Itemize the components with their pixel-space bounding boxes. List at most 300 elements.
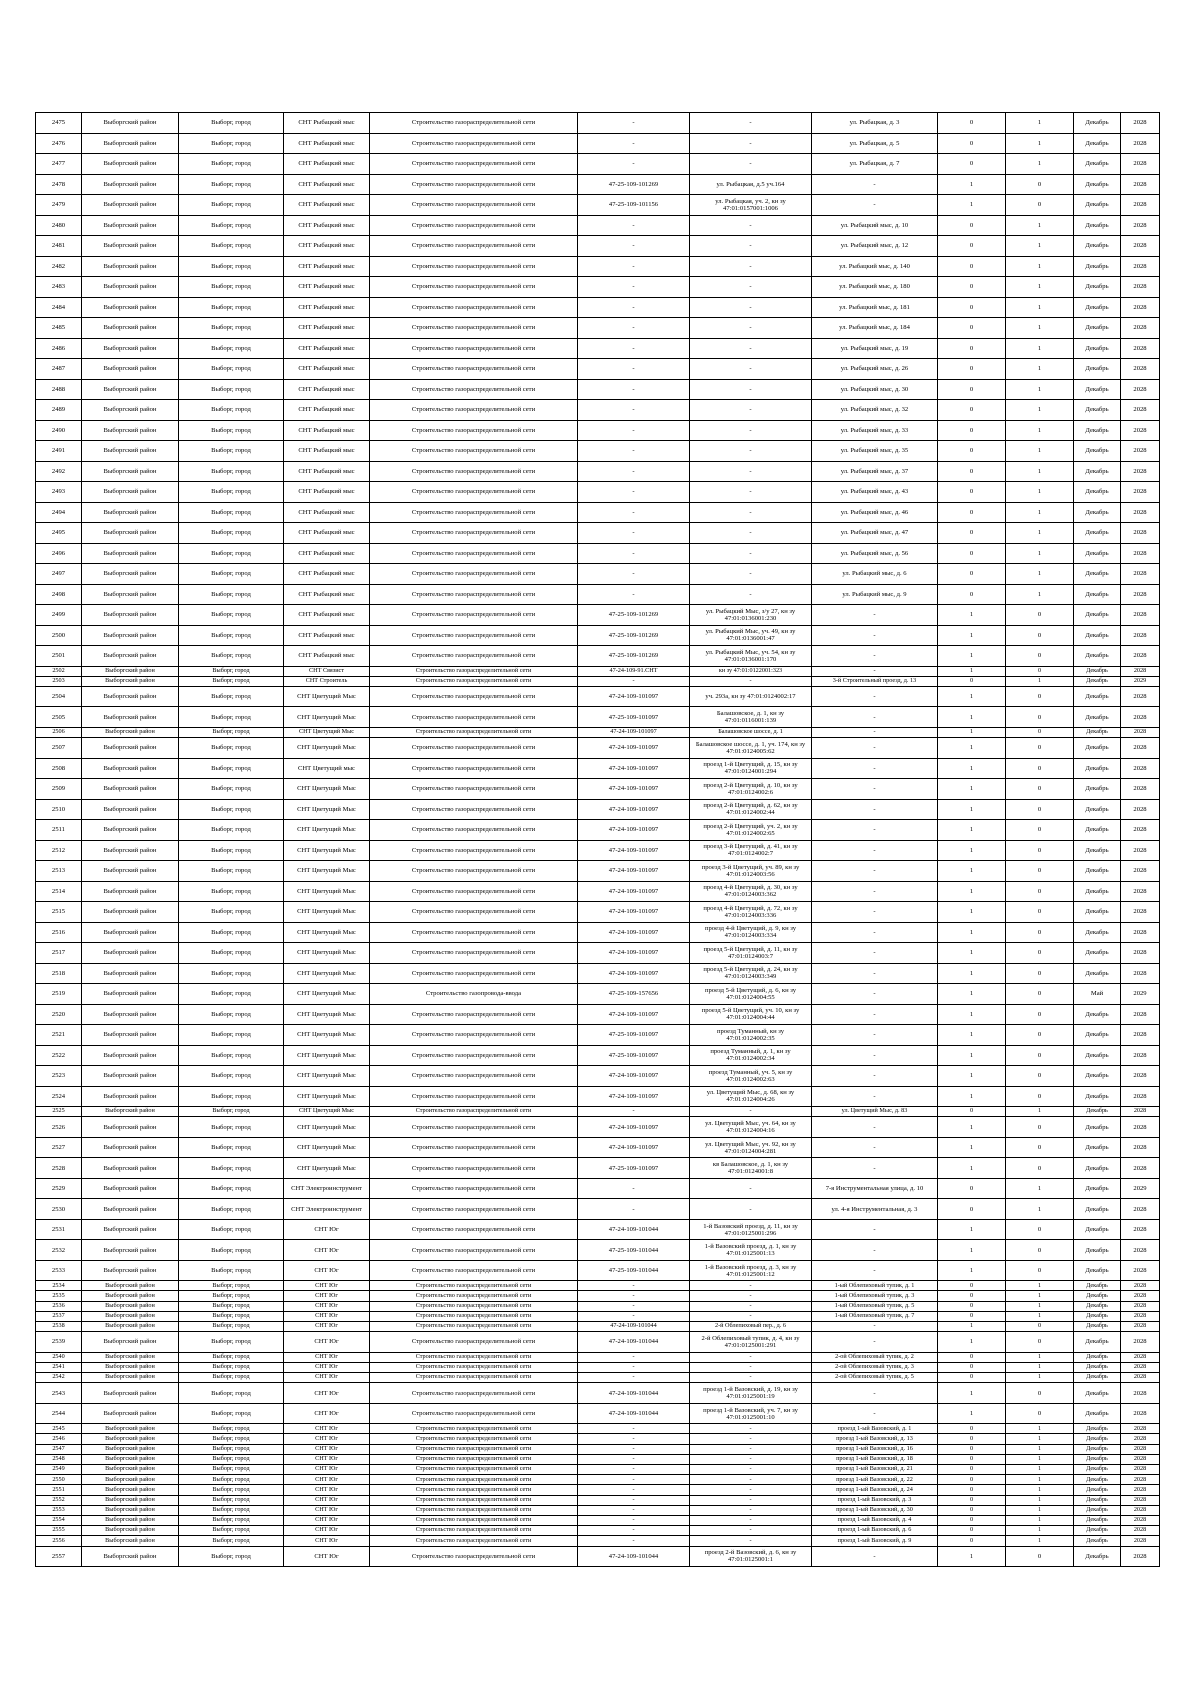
address-alt-cell: -: [812, 727, 938, 737]
row-number-cell: 2550: [36, 1475, 82, 1485]
table-row: [36, 984, 1160, 1005]
work-type-cell: Строительство газораспределительной сети: [370, 1004, 578, 1025]
month-cell: Декабрь: [1074, 881, 1121, 902]
district-cell: Выборгский район: [82, 379, 179, 400]
district-cell: Выборгский район: [82, 1536, 179, 1546]
snt-cell: СНТ Рыбацкий мыс: [284, 400, 370, 421]
gasification-table: [35, 112, 1160, 1567]
month-cell: Декабрь: [1074, 1454, 1121, 1464]
table-row: [36, 1434, 1160, 1444]
settlement-cell: Выборг, город: [179, 605, 284, 626]
address-alt-cell: ул. Рыбацкий мыс, д. 47: [812, 523, 938, 544]
snt-cell: СНТ Цветущий Мыс: [284, 1117, 370, 1138]
count-b-cell: 1: [1006, 297, 1074, 318]
address-cell: ул. Рыбацкий Мыс, уч. 49, кн зу 47:01:0136001:47: [690, 625, 812, 646]
year-cell: 2029: [1121, 1178, 1160, 1199]
table-row: [36, 881, 1160, 902]
count-a-cell: 1: [938, 1066, 1006, 1087]
district-cell: Выборгский район: [82, 1158, 179, 1179]
work-type-cell: Строительство газораспределительной сети: [370, 799, 578, 820]
row-number-cell: 2507: [36, 738, 82, 759]
address-cell: -: [690, 1526, 812, 1536]
snt-cell: СНТ Рыбацкий мыс: [284, 256, 370, 277]
row-number-cell: 2506: [36, 727, 82, 737]
count-a-cell: 1: [938, 1045, 1006, 1066]
table-row: [36, 461, 1160, 482]
settlement-cell: Выборг, город: [179, 1536, 284, 1546]
year-cell: 2028: [1121, 195, 1160, 216]
address-alt-cell: проезд 1-ый Вазовский, д. 4: [812, 1515, 938, 1525]
address-alt-cell: ул. Рыбацкая, д. 3: [812, 113, 938, 134]
work-type-cell: Строительство газораспределительной сети: [370, 441, 578, 462]
month-cell: Декабрь: [1074, 861, 1121, 882]
permit-number-cell: 47-24-109-101097: [578, 1137, 690, 1158]
month-cell: Декабрь: [1074, 1526, 1121, 1536]
settlement-cell: Выборг, город: [179, 1199, 284, 1220]
snt-cell: СНТ Цветущий Мыс: [284, 1025, 370, 1046]
permit-number-cell: -: [578, 1485, 690, 1495]
work-type-cell: Строительство газораспределительной сети: [370, 820, 578, 841]
permit-number-cell: -: [578, 420, 690, 441]
snt-cell: СНТ Юг: [284, 1240, 370, 1261]
permit-number-cell: -: [578, 1454, 690, 1464]
table-row: [36, 840, 1160, 861]
row-number-cell: 2523: [36, 1066, 82, 1087]
year-cell: 2028: [1121, 236, 1160, 257]
settlement-cell: Выборг, город: [179, 820, 284, 841]
permit-number-cell: -: [578, 154, 690, 175]
address-alt-cell: -: [812, 666, 938, 676]
month-cell: Декабрь: [1074, 379, 1121, 400]
address-cell: -: [690, 420, 812, 441]
address-cell: Балашовское шоссе, д. 1, уч. 174, кн зу 47:01:0124005:62: [690, 738, 812, 759]
row-number-cell: 2542: [36, 1373, 82, 1383]
row-number-cell: 2515: [36, 902, 82, 923]
table-row: [36, 277, 1160, 298]
district-cell: Выборгский район: [82, 1454, 179, 1464]
snt-cell: СНТ Юг: [284, 1332, 370, 1353]
snt-cell: СНТ Юг: [284, 1546, 370, 1567]
address-alt-cell: ул. Рыбацкий мыс, д. 12: [812, 236, 938, 257]
district-cell: Выборгский район: [82, 902, 179, 923]
snt-cell: СНТ Рыбацкий мыс: [284, 113, 370, 134]
table-row: [36, 1301, 1160, 1311]
settlement-cell: Выборг, город: [179, 1066, 284, 1087]
district-cell: Выборгский район: [82, 666, 179, 676]
year-cell: 2028: [1121, 256, 1160, 277]
table-row: [36, 523, 1160, 544]
count-b-cell: 1: [1006, 482, 1074, 503]
address-alt-cell: -: [812, 861, 938, 882]
permit-number-cell: -: [578, 256, 690, 277]
district-cell: Выборгский район: [82, 174, 179, 195]
table-row: [36, 963, 1160, 984]
month-cell: Декабрь: [1074, 113, 1121, 134]
row-number-cell: 2491: [36, 441, 82, 462]
district-cell: Выборгский район: [82, 502, 179, 523]
settlement-cell: Выборг, город: [179, 1219, 284, 1240]
count-a-cell: 1: [938, 1322, 1006, 1332]
table-row: [36, 1454, 1160, 1464]
row-number-cell: 2513: [36, 861, 82, 882]
settlement-cell: Выборг, город: [179, 543, 284, 564]
month-cell: Декабрь: [1074, 1260, 1121, 1281]
permit-number-cell: -: [578, 400, 690, 421]
month-cell: Декабрь: [1074, 1219, 1121, 1240]
month-cell: Декабрь: [1074, 1536, 1121, 1546]
year-cell: 2028: [1121, 1066, 1160, 1087]
work-type-cell: Строительство газораспределительной сети: [370, 1434, 578, 1444]
row-number-cell: 2505: [36, 707, 82, 728]
count-b-cell: 1: [1006, 441, 1074, 462]
permit-number-cell: 47-25-109-101269: [578, 625, 690, 646]
permit-number-cell: 47-24-109-101044: [578, 1219, 690, 1240]
district-cell: Выборгский район: [82, 256, 179, 277]
count-b-cell: 1: [1006, 277, 1074, 298]
address-cell: -: [690, 277, 812, 298]
address-alt-cell: -: [812, 1158, 938, 1179]
address-alt-cell: -: [812, 840, 938, 861]
snt-cell: СНТ Цветущий Мыс: [284, 922, 370, 943]
permit-number-cell: 47-24-109-101097: [578, 840, 690, 861]
month-cell: Декабрь: [1074, 963, 1121, 984]
table-row: [36, 666, 1160, 676]
month-cell: Декабрь: [1074, 727, 1121, 737]
row-number-cell: 2551: [36, 1485, 82, 1495]
permit-number-cell: -: [578, 1199, 690, 1220]
year-cell: 2028: [1121, 1454, 1160, 1464]
table-row: [36, 1322, 1160, 1332]
permit-number-cell: 47-24-109-101044: [578, 1546, 690, 1567]
row-number-cell: 2488: [36, 379, 82, 400]
year-cell: 2028: [1121, 174, 1160, 195]
settlement-cell: Выборг, город: [179, 277, 284, 298]
count-b-cell: 1: [1006, 1434, 1074, 1444]
month-cell: Декабрь: [1074, 605, 1121, 626]
table-row: [36, 1219, 1160, 1240]
row-number-cell: 2540: [36, 1352, 82, 1362]
row-number-cell: 2546: [36, 1434, 82, 1444]
address-alt-cell: проезд 1-ый Вазовский, д. 3: [812, 1495, 938, 1505]
work-type-cell: Строительство газораспределительной сети: [370, 902, 578, 923]
row-number-cell: 2479: [36, 195, 82, 216]
permit-number-cell: 47-25-109-101097: [578, 1158, 690, 1179]
table-row: [36, 543, 1160, 564]
count-b-cell: 0: [1006, 666, 1074, 676]
address-alt-cell: -: [812, 738, 938, 759]
address-alt-cell: -: [812, 1403, 938, 1424]
address-cell: проезд 4-й Цветущий, д. 9, кн зу 47:01:0124003:334: [690, 922, 812, 943]
year-cell: 2028: [1121, 1025, 1160, 1046]
count-b-cell: 1: [1006, 1373, 1074, 1383]
settlement-cell: Выборг, город: [179, 758, 284, 779]
address-alt-cell: проезд 1-ый Вазовский, д. 24: [812, 1485, 938, 1495]
work-type-cell: Строительство газораспределительной сети: [370, 1025, 578, 1046]
district-cell: Выборгский район: [82, 1086, 179, 1107]
table-row: [36, 584, 1160, 605]
address-cell: -: [690, 256, 812, 277]
count-b-cell: 1: [1006, 379, 1074, 400]
month-cell: Декабрь: [1074, 1352, 1121, 1362]
settlement-cell: Выборг, город: [179, 1158, 284, 1179]
address-cell: проезд Туманный, уч. 5, кн зу 47:01:0124002:63: [690, 1066, 812, 1087]
work-type-cell: Строительство газораспределительной сети: [370, 236, 578, 257]
month-cell: Декабрь: [1074, 1311, 1121, 1321]
year-cell: 2028: [1121, 1434, 1160, 1444]
table-row: [36, 1281, 1160, 1291]
address-alt-cell: ул. Рыбацкий мыс, д. 37: [812, 461, 938, 482]
address-alt-cell: -: [812, 1260, 938, 1281]
permit-number-cell: -: [578, 379, 690, 400]
row-number-cell: 2475: [36, 113, 82, 134]
count-b-cell: 0: [1006, 1117, 1074, 1138]
row-number-cell: 2516: [36, 922, 82, 943]
snt-cell: СНТ Юг: [284, 1362, 370, 1372]
permit-number-cell: 47-25-109-101097: [578, 1045, 690, 1066]
district-cell: Выборгский район: [82, 564, 179, 585]
settlement-cell: Выборг, город: [179, 1352, 284, 1362]
count-b-cell: 1: [1006, 1515, 1074, 1525]
year-cell: 2028: [1121, 318, 1160, 339]
district-cell: Выборгский район: [82, 779, 179, 800]
table-row: [36, 1495, 1160, 1505]
row-number-cell: 2544: [36, 1403, 82, 1424]
year-cell: 2028: [1121, 1219, 1160, 1240]
work-type-cell: Строительство газораспределительной сети: [370, 133, 578, 154]
work-type-cell: Строительство газораспределительной сети: [370, 523, 578, 544]
snt-cell: СНТ Электроинструмент: [284, 1178, 370, 1199]
year-cell: 2028: [1121, 1495, 1160, 1505]
settlement-cell: Выборг, город: [179, 482, 284, 503]
month-cell: Декабрь: [1074, 543, 1121, 564]
year-cell: 2028: [1121, 1362, 1160, 1372]
settlement-cell: Выборг, город: [179, 1546, 284, 1567]
year-cell: 2028: [1121, 1158, 1160, 1179]
address-alt-cell: -: [812, 646, 938, 667]
settlement-cell: Выборг, город: [179, 256, 284, 277]
work-type-cell: Строительство газораспределительной сети: [370, 676, 578, 686]
count-b-cell: 0: [1006, 174, 1074, 195]
month-cell: Декабрь: [1074, 666, 1121, 676]
count-a-cell: 0: [938, 277, 1006, 298]
count-b-cell: 0: [1006, 195, 1074, 216]
snt-cell: СНТ Цветущий Мыс: [284, 881, 370, 902]
address-alt-cell: 2-ой Облепиховый тупик, д. 2: [812, 1352, 938, 1362]
row-number-cell: 2495: [36, 523, 82, 544]
count-a-cell: 0: [938, 461, 1006, 482]
address-cell: -: [690, 1424, 812, 1434]
count-b-cell: 1: [1006, 584, 1074, 605]
month-cell: Декабрь: [1074, 1199, 1121, 1220]
address-alt-cell: проезд 1-ый Вазовский, д. 13: [812, 1434, 938, 1444]
permit-number-cell: -: [578, 461, 690, 482]
row-number-cell: 2519: [36, 984, 82, 1005]
work-type-cell: Строительство газораспределительной сети: [370, 738, 578, 759]
count-a-cell: 1: [938, 943, 1006, 964]
address-alt-cell: -: [812, 902, 938, 923]
district-cell: Выборгский район: [82, 1352, 179, 1362]
count-a-cell: 0: [938, 1301, 1006, 1311]
settlement-cell: Выборг, город: [179, 502, 284, 523]
table-row: [36, 441, 1160, 462]
year-cell: 2028: [1121, 1260, 1160, 1281]
district-cell: Выборгский район: [82, 605, 179, 626]
snt-cell: СНТ Рыбацкий мыс: [284, 625, 370, 646]
count-a-cell: 0: [938, 1536, 1006, 1546]
settlement-cell: Выборг, город: [179, 564, 284, 585]
year-cell: 2028: [1121, 1004, 1160, 1025]
address-alt-cell: проезд 1-ый Вазовский, д. 6: [812, 1526, 938, 1536]
permit-number-cell: -: [578, 236, 690, 257]
table-row: [36, 1311, 1160, 1321]
work-type-cell: Строительство газораспределительной сети: [370, 154, 578, 175]
address-cell: -: [690, 1485, 812, 1495]
district-cell: Выборгский район: [82, 1137, 179, 1158]
work-type-cell: Строительство газораспределительной сети: [370, 1424, 578, 1434]
count-b-cell: 0: [1006, 1546, 1074, 1567]
district-cell: Выборгский район: [82, 676, 179, 686]
year-cell: 2028: [1121, 758, 1160, 779]
settlement-cell: Выборг, город: [179, 1454, 284, 1464]
count-a-cell: 1: [938, 605, 1006, 626]
work-type-cell: Строительство газораспределительной сети: [370, 1158, 578, 1179]
work-type-cell: Строительство газораспределительной сети: [370, 420, 578, 441]
permit-number-cell: -: [578, 318, 690, 339]
year-cell: 2028: [1121, 1373, 1160, 1383]
snt-cell: СНТ Рыбацкий мыс: [284, 133, 370, 154]
count-a-cell: 1: [938, 840, 1006, 861]
address-alt-cell: проезд 1-ый Вазовский, д. 18: [812, 1454, 938, 1464]
address-cell: проезд 5-й Цветущий, уч. 10, кн зу 47:01:0124004:44: [690, 1004, 812, 1025]
address-cell: -: [690, 1444, 812, 1454]
snt-cell: СНТ Цветущий Мыс: [284, 1107, 370, 1117]
work-type-cell: Строительство газораспределительной сети: [370, 1219, 578, 1240]
permit-number-cell: -: [578, 1444, 690, 1454]
table-row: [36, 215, 1160, 236]
district-cell: Выборгский район: [82, 1505, 179, 1515]
address-cell: -: [690, 482, 812, 503]
year-cell: 2028: [1121, 1107, 1160, 1117]
address-alt-cell: -: [812, 1322, 938, 1332]
count-a-cell: 1: [938, 861, 1006, 882]
settlement-cell: Выборг, город: [179, 1526, 284, 1536]
snt-cell: СНТ Рыбацкий мыс: [284, 338, 370, 359]
settlement-cell: Выборг, город: [179, 215, 284, 236]
row-number-cell: 2517: [36, 943, 82, 964]
row-number-cell: 2556: [36, 1536, 82, 1546]
month-cell: Декабрь: [1074, 686, 1121, 707]
year-cell: 2028: [1121, 379, 1160, 400]
count-b-cell: 0: [1006, 1260, 1074, 1281]
row-number-cell: 2511: [36, 820, 82, 841]
district-cell: Выборгский район: [82, 1332, 179, 1353]
district-cell: Выборгский район: [82, 441, 179, 462]
table-row: [36, 1260, 1160, 1281]
row-number-cell: 2477: [36, 154, 82, 175]
permit-number-cell: 47-25-109-157656: [578, 984, 690, 1005]
work-type-cell: Строительство газораспределительной сети: [370, 1107, 578, 1117]
work-type-cell: Строительство газораспределительной сети: [370, 1137, 578, 1158]
district-cell: Выборгский район: [82, 1495, 179, 1505]
month-cell: Декабрь: [1074, 564, 1121, 585]
district-cell: Выборгский район: [82, 1301, 179, 1311]
count-a-cell: 1: [938, 625, 1006, 646]
table-row: [36, 1546, 1160, 1567]
settlement-cell: Выборг, город: [179, 1465, 284, 1475]
address-cell: ул. Цветущий Мыс, д. 68, кн зу 47:01:0124004:26: [690, 1086, 812, 1107]
year-cell: 2028: [1121, 297, 1160, 318]
table-row: [36, 1117, 1160, 1138]
address-alt-cell: -: [812, 625, 938, 646]
snt-cell: СНТ Цветущий Мыс: [284, 984, 370, 1005]
work-type-cell: Строительство газораспределительной сети: [370, 1066, 578, 1087]
address-cell: -: [690, 1352, 812, 1362]
address-cell: проезд 5-й Цветущий, д. 24, кн зу 47:01:0124003:349: [690, 963, 812, 984]
row-number-cell: 2481: [36, 236, 82, 257]
address-cell: -: [690, 1536, 812, 1546]
month-cell: Декабрь: [1074, 1107, 1121, 1117]
snt-cell: СНТ Рыбацкий мыс: [284, 605, 370, 626]
month-cell: Декабрь: [1074, 676, 1121, 686]
district-cell: Выборгский район: [82, 881, 179, 902]
month-cell: Декабрь: [1074, 820, 1121, 841]
work-type-cell: Строительство газораспределительной сети: [370, 1260, 578, 1281]
count-a-cell: 0: [938, 523, 1006, 544]
month-cell: Декабрь: [1074, 1158, 1121, 1179]
year-cell: 2028: [1121, 605, 1160, 626]
district-cell: Выборгский район: [82, 1066, 179, 1087]
month-cell: Декабрь: [1074, 1117, 1121, 1138]
count-b-cell: 1: [1006, 1178, 1074, 1199]
district-cell: Выборгский район: [82, 482, 179, 503]
month-cell: Декабрь: [1074, 359, 1121, 380]
address-alt-cell: -: [812, 799, 938, 820]
snt-cell: СНТ Рыбацкий мыс: [284, 543, 370, 564]
count-b-cell: 0: [1006, 984, 1074, 1005]
count-a-cell: 1: [938, 1383, 1006, 1404]
address-alt-cell: проезд 1-ый Вазовский, д. 30: [812, 1505, 938, 1515]
count-b-cell: 1: [1006, 1475, 1074, 1485]
permit-number-cell: -: [578, 1291, 690, 1301]
district-cell: Выборгский район: [82, 1281, 179, 1291]
settlement-cell: Выборг, город: [179, 666, 284, 676]
work-type-cell: Строительство газораспределительной сети: [370, 1383, 578, 1404]
count-b-cell: 1: [1006, 420, 1074, 441]
snt-cell: СНТ Рыбацкий мыс: [284, 297, 370, 318]
count-b-cell: 1: [1006, 256, 1074, 277]
district-cell: Выборгский район: [82, 820, 179, 841]
snt-cell: СНТ Юг: [284, 1454, 370, 1464]
settlement-cell: Выборг, город: [179, 400, 284, 421]
year-cell: 2028: [1121, 922, 1160, 943]
address-cell: -: [690, 1199, 812, 1220]
table-row: [36, 1045, 1160, 1066]
permit-number-cell: 47-24-109-101097: [578, 1066, 690, 1087]
count-a-cell: 0: [938, 543, 1006, 564]
work-type-cell: Строительство газораспределительной сети: [370, 666, 578, 676]
table-row: [36, 1505, 1160, 1515]
permit-number-cell: 47-24-109-101044: [578, 1403, 690, 1424]
month-cell: Декабрь: [1074, 646, 1121, 667]
settlement-cell: Выборг, город: [179, 113, 284, 134]
row-number-cell: 2498: [36, 584, 82, 605]
count-b-cell: 0: [1006, 1322, 1074, 1332]
month-cell: Декабрь: [1074, 154, 1121, 175]
count-a-cell: 1: [938, 1158, 1006, 1179]
count-a-cell: 0: [938, 1107, 1006, 1117]
count-a-cell: 1: [938, 1219, 1006, 1240]
district-cell: Выборгский район: [82, 1424, 179, 1434]
